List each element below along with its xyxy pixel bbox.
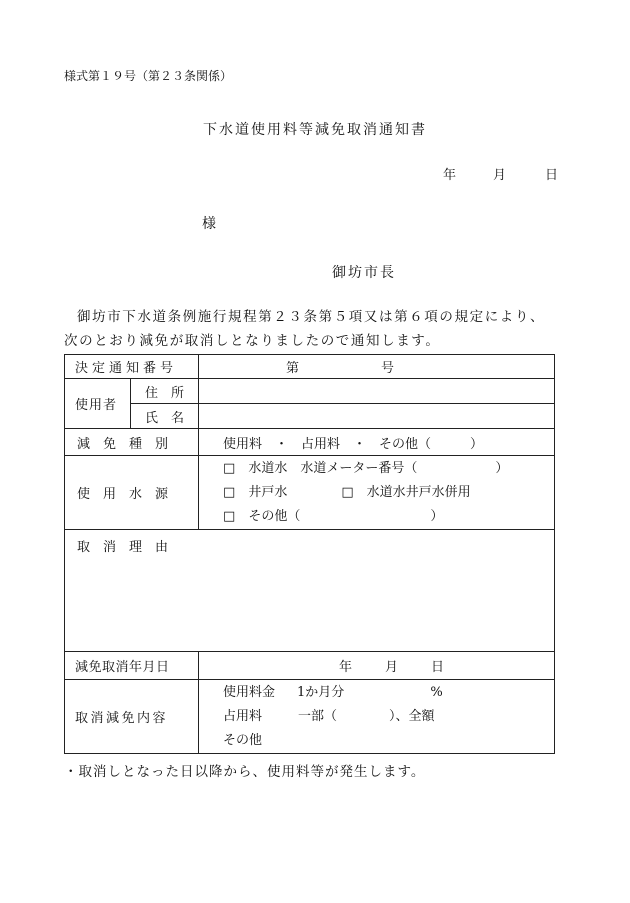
water-source-label: 使 用 水 源 [65,456,199,530]
row-user-address [65,379,555,404]
occupancy-label: 占用料 [223,708,263,724]
date-day: 日 [545,168,559,183]
checkbox-icon: □ [223,460,236,476]
intro-text [64,305,564,353]
intro-line-1: 御坊市下水道条例施行規程第２３条第５項又は第６項の規定により、 [77,309,546,325]
cancel-date-day: 日 [431,660,445,675]
checkbox-icon: □ [223,508,236,524]
issuer: 御坊市長 [332,265,396,281]
row-decision-number [65,355,555,379]
date-month: 月 [493,168,507,183]
row-cancel-date [65,652,555,680]
form-number: 様式第１９号（第２３条関係） [64,69,233,83]
cancel-date-month: 月 [385,660,399,675]
fee-period: 1か月分 [297,684,345,700]
decision-number-label: 決定通知番号 [65,355,199,379]
water-source-option-1 [223,457,554,481]
name-label: 氏 名 [131,404,199,429]
intro-line-2: 次のとおり減免が取消しとなりましたので通知します。 [64,333,441,349]
user-label: 使用者 [65,379,131,429]
reduction-type-options: 使用料 ・ 占用料 ・ その他（ ） [199,429,555,456]
notification-table [64,354,555,754]
document-title: 下水道使用料等減免取消通知書 [203,122,427,138]
checkbox-icon: □ [341,484,354,500]
decision-number-value [199,355,555,379]
option-text: 水道水 水道メーター番号（ ） [248,460,509,476]
occupancy-detail: 一部（ ）、全額 [298,708,435,724]
cancel-content-line-2 [223,705,554,729]
water-source-option-2 [223,481,554,505]
decision-number-suffix: 号 [381,361,395,376]
footnote: ・取消しとなった日以降から、使用料等が発生します。 [64,764,426,780]
issue-date [443,164,558,183]
other-label: その他 [223,732,263,748]
row-cancel-content [65,680,555,754]
cancel-content-line-1 [223,681,554,705]
checkbox-icon: □ [223,484,236,500]
cancel-date-value [199,652,555,680]
fee-percent: % [430,684,443,700]
address-label: 住 所 [131,379,199,404]
cancel-date-year: 年 [339,660,353,675]
option-text: 水道水井戸水併用 [366,484,471,500]
decision-number-prefix: 第 [286,361,300,376]
addressee-suffix: 様 [202,216,216,232]
row-water-source [65,456,555,530]
cancel-content-line-3 [223,729,554,753]
water-source-options [199,456,555,530]
reduction-type-label: 減 免 種 別 [65,429,199,456]
cancel-reason-text: 取 消 理 由 [77,540,169,555]
name-value [199,404,555,429]
water-source-option-3 [223,505,554,529]
cancel-content-label: 取消減免内容 [65,680,199,754]
fee-label: 使用料金 [223,684,276,700]
cancel-content-lines [199,680,555,754]
row-reduction-type [65,429,555,456]
option-text: 井戸水 [248,484,288,500]
option-text: その他（ ） [248,508,444,524]
date-year: 年 [443,168,457,183]
cancel-reason-label [65,530,555,652]
cancel-date-label: 減免取消年月日 [65,652,199,680]
row-cancel-reason [65,530,555,652]
address-value [199,379,555,404]
row-user-name [65,404,555,429]
